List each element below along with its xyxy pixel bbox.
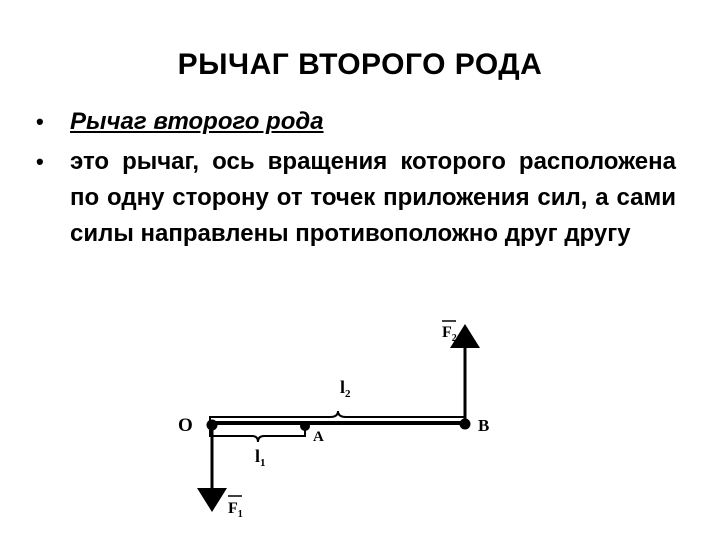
- bullet-text: это рычаг, ось вращения которого расположена по одну сторону от точек приложения сил, а сами силы направлены противоположно друг другу: [70, 148, 676, 247]
- point-a-label: A: [313, 429, 324, 445]
- bullet-marker: •: [36, 109, 44, 134]
- bullet-marker: •: [36, 149, 44, 174]
- bullet-definition-heading: [36, 104, 676, 140]
- arm-1-label: $l_1$: [255, 446, 266, 469]
- point-o-dot: [207, 420, 218, 431]
- bullet-text: Рычаг второго рода: [70, 108, 324, 135]
- point-o-label: O: [178, 415, 193, 436]
- point-b-dot: [460, 419, 471, 430]
- arm-1-bracket: [210, 430, 305, 442]
- point-b-label: B: [478, 416, 490, 435]
- slide-title: РЫЧАГ ВТОРОГО РОДА: [177, 48, 543, 81]
- force-2-label: $F_2$: [442, 324, 457, 344]
- force-1-label: $F_1$: [228, 500, 243, 520]
- bullet-definition-body: [36, 144, 676, 252]
- point-a-dot: [300, 421, 310, 431]
- bullet-list: [36, 104, 676, 252]
- lever-diagram: [0, 300, 720, 540]
- arm-2-label: $l_2$: [340, 377, 351, 400]
